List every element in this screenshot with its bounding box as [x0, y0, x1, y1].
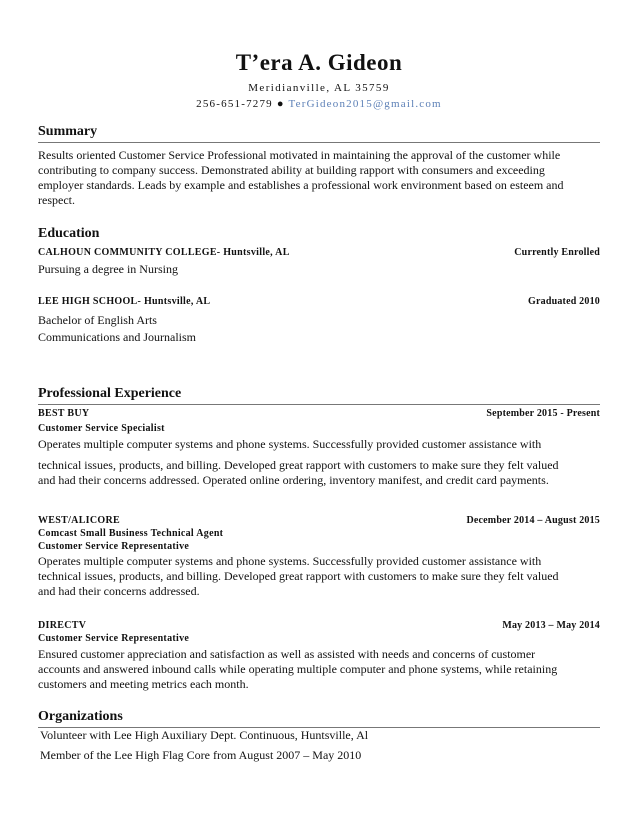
job-dates: May 2013 – May 2014 [502, 620, 600, 631]
school-name: LEE HIGH SCHOOL- Huntsville, AL [38, 296, 211, 307]
job-description-line: and had their concerns addressed. [38, 584, 200, 598]
organization-item: Volunteer with Lee High Auxiliary Dept. Continuous, Huntsville, Al [40, 728, 369, 742]
job-company: WEST/ALICORE [38, 515, 120, 526]
job-description-line: Ensured customer appreciation and satisfaction as well as assisted with needs and concerns of customer [38, 647, 536, 661]
organization-item: Member of the Lee High Flag Core from August 2007 – May 2010 [40, 748, 362, 762]
school-name: CALHOUN COMMUNITY COLLEGE- Huntsville, AL [38, 247, 290, 258]
address: Meridianville, AL 35759 [248, 82, 390, 94]
summary-divider [38, 142, 600, 143]
job-description-line: Operates multiple computer systems and phone systems. Successfully provided customer assistance with [38, 437, 542, 451]
summary-heading: Summary [38, 124, 98, 139]
job-title: Customer Service Specialist [38, 423, 165, 434]
experience-divider [38, 404, 600, 405]
summary-line: respect. [38, 193, 75, 207]
candidate-name: T’era A. Gideon [235, 50, 403, 75]
job-dates: September 2015 - Present [486, 408, 600, 419]
job-title: Customer Service Representative [38, 633, 190, 644]
summary-line: contributing to company success. Demonstrated ability at building rapport with consumers and exceeding [38, 163, 545, 177]
experience-heading: Professional Experience [38, 386, 182, 401]
job-dates: December 2014 – August 2015 [466, 515, 600, 526]
job-description-line: technical issues, products, and billing. Developed great rapport with customers to make sure they felt valued [38, 458, 559, 472]
job-description-line: technical issues, products, and billing. Developed great rapport with customers to make sure they felt valued [38, 569, 559, 583]
phone: 256-651-7279 [196, 98, 273, 110]
job-description-line: accounts and answered inbound calls while operating multiple computer and phone systems, while retaining [38, 662, 558, 676]
job-title: Customer Service Representative [38, 541, 190, 552]
summary-line: Results oriented Customer Service Professional motivated in maintaining the approval of the customer while [38, 148, 561, 162]
job-title: Comcast Small Business Technical Agent [38, 528, 224, 539]
job-description-line: Operates multiple computer systems and phone systems. Successfully provided customer assistance with [38, 554, 542, 568]
summary-line: employer standards. Leads by example and establishes a professional work environment based on esteem and [38, 178, 564, 192]
education-detail: Communications and Journalism [38, 330, 196, 344]
school-status: Graduated 2010 [528, 296, 600, 307]
job-description-line: and had their concerns addressed. Operated online ordering, inventory manifest, and credit card payments. [38, 473, 549, 487]
job-description-line: customers and meeting metrics each month. [38, 677, 249, 691]
education-detail: Pursuing a degree in Nursing [38, 262, 178, 276]
education-heading: Education [38, 226, 100, 241]
job-company: BEST BUY [38, 408, 90, 419]
email-link[interactable]: TerGideon2015@gmail.com [288, 98, 442, 110]
organizations-heading: Organizations [38, 709, 123, 724]
job-company: DIRECTV [38, 620, 87, 631]
education-detail: Bachelor of English Arts [38, 313, 157, 327]
school-status: Currently Enrolled [514, 247, 600, 258]
separator-dot: ● [276, 98, 285, 110]
contact-line [0, 98, 638, 110]
